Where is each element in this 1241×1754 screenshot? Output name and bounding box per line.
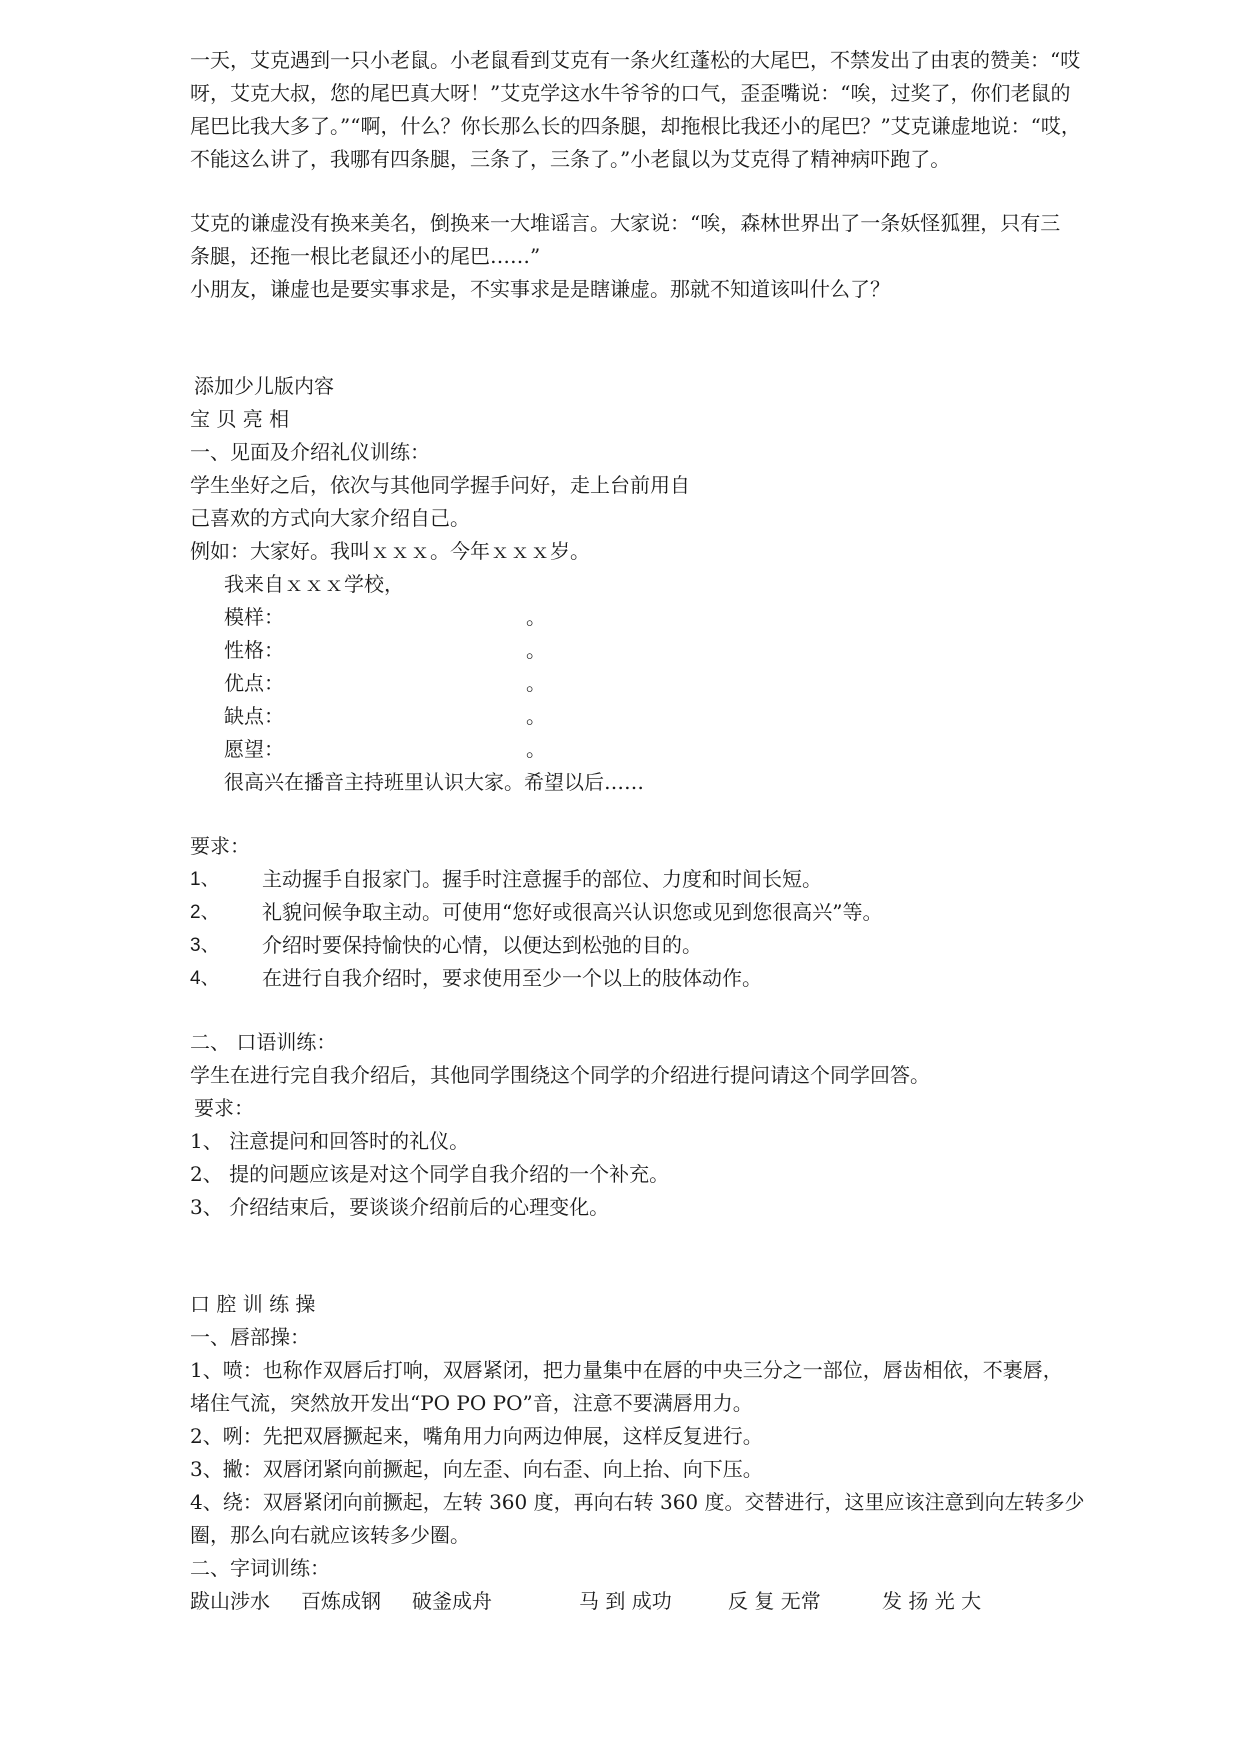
kids-add-title: 添加少儿版内容: [194, 374, 334, 398]
school-line: 我来自ｘｘｘ学校，: [224, 572, 404, 596]
word-item: 发 扬 光 大: [882, 1589, 982, 1613]
word-item: 破釜成舟: [412, 1589, 492, 1613]
field-label: 性格：: [224, 638, 284, 662]
intro-line: 己喜欢的方式向大家介绍自己。: [190, 506, 470, 530]
field-label: 愿望：: [224, 737, 284, 761]
oral-section2-heading: 二、字词训练：: [190, 1556, 330, 1580]
story-line: 一天，艾克遇到一只小老鼠。小老鼠看到艾克有一条火红蓬松的大尾巴，不禁发出了由衷的赞美：“哎: [190, 48, 1081, 72]
story-line: 呀，艾克大叔，您的尾巴真大呀！”艾克学这水牛爷爷的口气，歪歪嘴说：“唉，过奖了，你们老鼠的: [190, 81, 1071, 105]
requirement-number: 1、: [190, 869, 220, 890]
story-line: 不能这么讲了，我哪有四条腿，三条了，三条了。”小老鼠以为艾克得了精神病吓跑了。: [190, 147, 951, 171]
field-blank: 。: [526, 605, 546, 629]
field-blank: 。: [526, 638, 546, 662]
field-blank: 。: [526, 737, 546, 761]
oral-item: 堵住气流，突然放开发出“PO PO PO”音，注意不要满唇用力。: [190, 1391, 753, 1415]
word-item: 马 到 成功: [579, 1589, 672, 1613]
closing-line: 很高兴在播音主持班里认识大家。希望以后……: [224, 770, 644, 794]
word-item: 百炼成钢: [301, 1589, 381, 1613]
oral-item: 1、喷：也称作双唇后打响，双唇紧闭，把力量集中在唇的中央三分之一部位，唇齿相依，不裹唇，: [190, 1358, 1063, 1382]
requirement-number: 4、: [190, 968, 220, 989]
field-blank: 。: [526, 704, 546, 728]
requirement-number: 2、: [190, 902, 220, 923]
requirement2-item: 3、 介绍结束后，要谈谈介绍前后的心理变化。: [190, 1195, 610, 1219]
word-item: 跋山涉水: [190, 1589, 270, 1613]
story-line: 艾克的谦虚没有换来美名，倒换来一大堆谣言。大家说：“唉，森林世界出了一条妖怪狐狸，只有三: [190, 211, 1061, 235]
requirement-number: 3、: [190, 935, 220, 956]
kids-title: 宝 贝 亮 相: [190, 407, 290, 431]
requirements-heading: 要求：: [190, 834, 250, 858]
oral-item: 4、绕：双唇紧闭向前撅起，左转 360 度，再向右转 360 度。交替进行，这里应该注意到向左转多少: [190, 1490, 1085, 1514]
intro-line: 学生坐好之后，依次与其他同学握手问好，走上台前用自: [190, 473, 690, 497]
oral-item: 3、撇：双唇闭紧向前撅起，向左歪、向右歪、向上抬、向下压。: [190, 1457, 763, 1481]
word-item: 反 复 无常: [728, 1589, 821, 1613]
oral-title: 口 腔 训 练 操: [190, 1292, 316, 1316]
requirement-text: 主动握手自报家门。握手时注意握手的部位、力度和时间长短。: [262, 867, 822, 891]
intro-example: 例如：大家好。我叫ｘｘｘ。今年ｘｘｘ岁。: [190, 539, 590, 563]
field-label: 优点：: [224, 671, 284, 695]
requirement-text: 介绍时要保持愉快的心情，以便达到松弛的目的。: [262, 933, 702, 957]
story-line: 条腿，还拖一根比老鼠还小的尾巴……”: [190, 244, 541, 268]
requirement2-item: 1、 注意提问和回答时的礼仪。: [190, 1129, 470, 1153]
story-moral: 小朋友，谦虚也是要实事求是，不实事求是是瞎谦虚。那就不知道该叫什么了？: [190, 277, 890, 301]
field-label: 模样：: [224, 605, 284, 629]
oral-item: 圈，那么向右就应该转多少圈。: [190, 1523, 470, 1547]
section1-heading: 一、见面及介绍礼仪训练：: [190, 440, 430, 464]
story-line: 尾巴比我大多了。”“啊，什么？你长那么长的四条腿，却拖根比我还小的尾巴？”艾克谦虚地说：“哎，: [190, 114, 1081, 138]
field-blank: 。: [526, 671, 546, 695]
field-label: 缺点：: [224, 704, 284, 728]
section2-text: 学生在进行完自我介绍后，其他同学围绕这个同学的介绍进行提问请这个同学回答。: [190, 1063, 930, 1087]
requirement-text: 在进行自我介绍时，要求使用至少一个以上的肢体动作。: [262, 966, 762, 990]
requirement-text: 礼貌问候争取主动。可使用“您好或很高兴认识您或见到您很高兴”等。: [262, 900, 883, 924]
section2-heading: 二、 口语训练：: [190, 1030, 337, 1054]
oral-item: 2、咧：先把双唇撅起来，嘴角用力向两边伸展，这样反复进行。: [190, 1424, 763, 1448]
requirements2-heading: 要求：: [194, 1096, 254, 1120]
requirement2-item: 2、 提的问题应该是对这个同学自我介绍的一个补充。: [190, 1162, 670, 1186]
oral-section1-heading: 一、唇部操：: [190, 1325, 310, 1349]
